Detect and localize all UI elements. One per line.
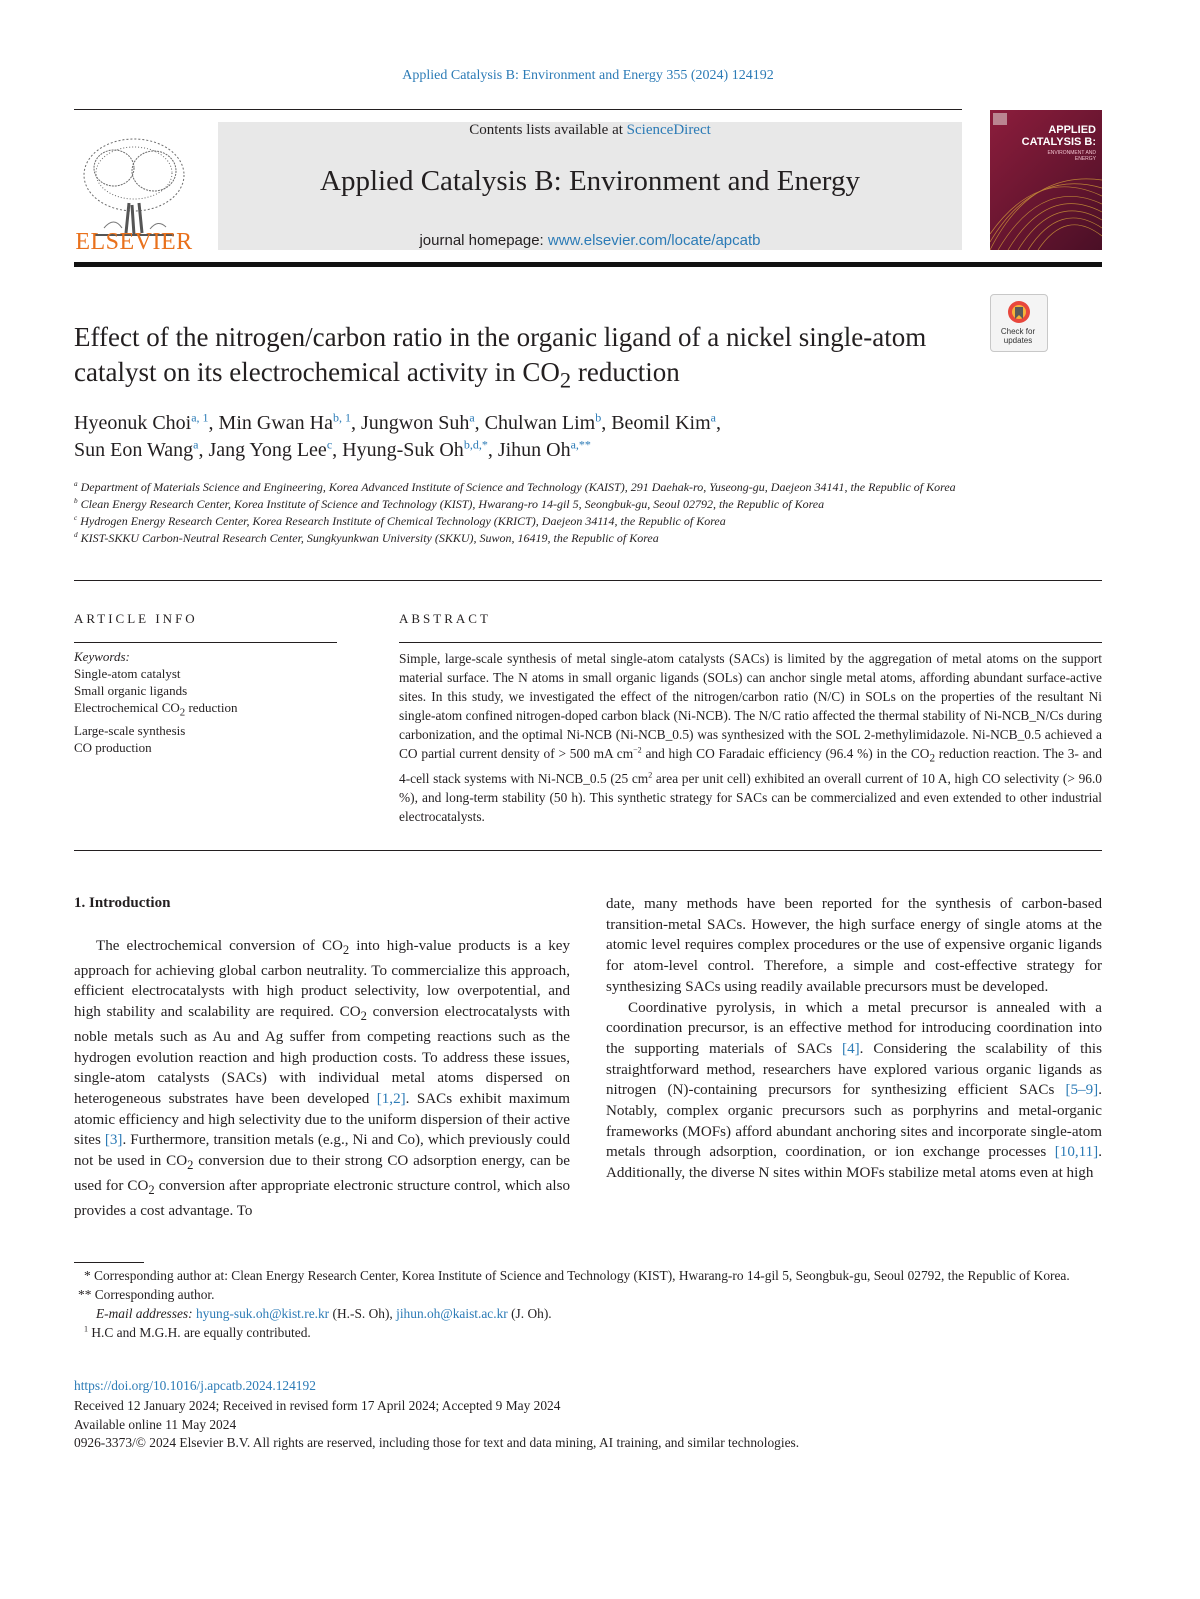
journal-citation-link[interactable]: Applied Catalysis B: Environment and Energy 355 (2024) 124192 <box>402 68 774 83</box>
homepage-prefix: journal homepage: <box>419 232 548 249</box>
body-paragraph <box>74 936 570 1221</box>
footnote-corresponding-2: ** Corresponding author. <box>78 1287 215 1302</box>
email-link[interactable]: jihun.oh@kaist.ac.kr <box>396 1306 508 1321</box>
author-affiliation-marker[interactable]: a, 1 <box>191 410 209 425</box>
article-title <box>74 320 974 397</box>
author-affiliation-marker[interactable]: b, 1 <box>332 410 351 425</box>
article-title-main: Effect of the nitrogen/carbon ratio in the organic ligand of a nickel single-atom catalyst on its electrochemical activity in CO <box>74 322 927 387</box>
text-run: . SACs exhibit maximum atomic efficiency and high selectivity due to the uniform dispersion of their active sites <box>74 1090 571 1149</box>
footnote-marker: 1 <box>84 1324 89 1334</box>
abstract-heading: ABSTRACT <box>399 611 491 626</box>
contents-line <box>218 122 962 139</box>
subscript: 2 <box>179 706 186 719</box>
doi-link[interactable]: https://doi.org/10.1016/j.apcatb.2024.124192 <box>74 1378 316 1393</box>
affiliation-letter: c <box>74 514 78 522</box>
affiliation-letter: b <box>74 497 78 505</box>
affiliation-text: Clean Energy Research Center, Korea Institute of Science and Technology (KIST), Hwarang-ro 14-gil 5, Seongbuk-gu, Seoul 02792, the Republic of Korea <box>80 497 825 511</box>
affiliation-text: Department of Materials Science and Engineering, Korea Advanced Institute of Science and Technology (KAIST), 291 Daehak-ro, Yuseong-gu, Daejeon 34141, the Republic of Korea <box>80 480 956 494</box>
body-paragraph: date, many methods have been reported for the synthesis of carbon-based transition-metal SACs. However, the high surface energy of single atoms at the atomic level requires complex procedures or the use of expensive organic ligands for atom-level control. Therefore, a simple and cost-effective strategy for synthesizing SACs using readily available precursors must be developed. <box>606 896 1102 995</box>
author-affiliation-marker[interactable]: b <box>595 410 602 425</box>
text-run: . Additionally, the diverse N sites within MOFs stabilize metal atoms even at high <box>606 1144 1102 1182</box>
email-owner: (J. Oh). <box>507 1306 552 1321</box>
text-run: conversion due to their strong CO adsorption energy, can be used for CO <box>74 1153 570 1194</box>
author-affiliation-marker[interactable]: a <box>469 410 475 425</box>
journal-cover-image <box>990 110 1102 250</box>
author-name[interactable]: Hyeonuk Choi <box>74 412 192 434</box>
text-run: conversion electrocatalysts with noble metals such as Au and Ag suffer from competing reactions such as the hydrogen evolution reaction and high production costs. To address these issues, single-atom catalysts (SACs) with individual metal atoms dispersed on heterogeneous substrates have been developed <box>74 1004 570 1107</box>
keyword-item: Single-atom catalyst <box>74 666 181 681</box>
affiliation-text: KIST-SKKU Carbon-Neutral Research Center, Sungkyunkwan University (SKKU), Suwon, 16419, the Republic of Korea <box>80 531 659 545</box>
email-label: E-mail addresses: <box>96 1306 193 1321</box>
subscript: 2 <box>148 1182 155 1197</box>
sciencedirect-link[interactable]: ScienceDirect <box>626 122 711 138</box>
affiliation-text: Hydrogen Energy Research Center, Korea Research Institute of Chemical Technology (KRICT), Daejeon 34114, the Republic of Korea <box>80 514 726 528</box>
footnote-emails <box>74 1304 1102 1323</box>
article-info-rule <box>74 642 337 643</box>
author-name[interactable]: Sun Eon Wang <box>74 439 194 461</box>
contents-prefix: Contents lists available at <box>469 122 627 138</box>
email-owner: (H.-S. Oh), <box>329 1306 397 1321</box>
affiliation-item <box>74 496 1102 513</box>
header-thick-rule <box>74 262 1102 267</box>
author-name[interactable]: Jihun Oh <box>497 439 571 461</box>
affiliation-item <box>74 513 1102 530</box>
reference-link[interactable]: [1,2] <box>376 1090 406 1107</box>
body-paragraph <box>606 998 1102 1184</box>
body-column-left <box>74 936 570 1221</box>
author-name[interactable]: Min Gwan Ha <box>218 412 333 434</box>
text-run: . Considering the scalability of this straightforward method, researchers have explored various organic ligands as nitrogen (N)-containing precursors for synthesizing efficient SACs <box>606 1040 1102 1099</box>
affiliation-letter: d <box>74 531 78 539</box>
text-run: . Notably, complex organic precursors such as porphyrins and metal-organic frameworks (MOFs) afford abundant anchoring sites and incorporate single-atom metals through adsorption, coordination, or ion exchange processes <box>606 1082 1102 1161</box>
abstract-part: reduction reaction. The 3- and 4-cell stack systems with Ni-NCB_0.5 (25 cm <box>399 746 1102 787</box>
email-link[interactable]: hyung-suk.oh@kist.re.kr <box>195 1306 330 1321</box>
footnote-text: H.C and M.G.H. are equally contributed. <box>88 1325 311 1340</box>
cover-subtitle: ENVIRONMENT AND ENERGY <box>1047 150 1096 162</box>
reference-link[interactable]: [4] <box>842 1040 860 1057</box>
keyword-item: Large-scale synthesis <box>74 722 186 738</box>
abstract-superscript: −2 <box>633 746 642 755</box>
author-affiliation-marker[interactable]: a <box>193 437 199 452</box>
homepage-line <box>218 232 962 249</box>
affiliation-item <box>74 530 1102 547</box>
author-affiliation-marker[interactable]: c <box>326 437 333 452</box>
check-for-updates-label: Check for updates <box>1000 327 1036 345</box>
reference-link[interactable]: [10,11] <box>1054 1144 1099 1161</box>
reference-link[interactable]: [3] <box>104 1132 123 1149</box>
section-heading: 1. Introduction <box>74 895 171 911</box>
abstract-part: area per unit cell) exhibited an overall current of 10 A, high CO selectivity (> 96.0 %), and long-term stability (50 h). This synthetic strategy for SACs can be commercialized and even extended to other industrial electrocatalysts. <box>399 771 1102 825</box>
reference-link[interactable]: [5–9] <box>1065 1082 1099 1099</box>
text-run: . Furthermore, transition metals (e.g., Ni and Co), which previously could not be used in CO <box>74 1132 570 1170</box>
subscript: 2 <box>342 943 350 958</box>
affiliation-letter: a <box>74 480 78 488</box>
article-info-heading: ARTICLE INFO <box>74 611 198 626</box>
bookmark-icon <box>991 295 1047 327</box>
section-rule <box>74 580 1102 581</box>
subscript: 2 <box>187 1158 194 1173</box>
author-list: Hyeonuk Choi$^{a, 1}$, Min Gwan Ha$^{b, 1}$, Jungwon Suh$^a$, Chulwan Lim$^b$, Beomil Kim$^a$, Sun Eon Wang$^a$, Jang Yong Lee$^c$, Hyung-Suk Oh$^{b,d,*}$, Jihun Oh$^{a,**}$ <box>74 410 721 461</box>
text-run: conversion after appropriate electronic structure control, which also provides a cost advantage. To <box>74 1177 570 1219</box>
author-affiliation-marker[interactable]: a <box>710 410 716 425</box>
abstract-subscript: 2 <box>929 753 936 766</box>
footnote-rule <box>74 1262 144 1263</box>
author-name[interactable]: Chulwan Lim <box>484 412 596 434</box>
available-online-date: Available online 11 May 2024 <box>74 1416 237 1432</box>
abstract-text <box>399 649 1102 827</box>
author-name[interactable]: Jang Yong Lee <box>208 439 327 461</box>
keyword-list <box>74 648 337 756</box>
author-name[interactable]: Beomil Kim <box>611 412 711 434</box>
footnote-corresponding: * Corresponding author at: Clean Energy Research Center, Korea Institute of Science and Technology (KIST), Hwarang-ro 14-gil 5, Seongbuk-gu, Seoul 02792, the Republic of Korea. <box>84 1268 1070 1283</box>
cover-title-line-1: APPLIED <box>1048 124 1096 136</box>
keyword-item: CO production <box>74 739 152 755</box>
affiliation-item <box>74 479 1102 496</box>
publisher-name: ELSEVIER <box>75 229 193 255</box>
body-column-right <box>606 894 1102 1184</box>
abstract-bottom-rule <box>74 850 1102 851</box>
subscript: 2 <box>360 1009 367 1024</box>
article-title-end: reduction <box>571 357 680 387</box>
journal-homepage-link[interactable]: www.elsevier.com/locate/apcatb <box>547 232 761 249</box>
received-dates: Received 12 January 2024; Received in revised form 17 April 2024; Accepted 9 May 2024 <box>74 1398 561 1413</box>
author-affiliation-marker[interactable]: a,** <box>570 437 591 452</box>
author-name[interactable]: Jungwon Suh <box>360 412 470 434</box>
article-title-subscript: 2 <box>559 367 572 393</box>
text-run: into high-value products is a key approach for achieving global carbon neutrality. To commercialize this approach, efficient electrocatalysts with high product selectivity, low overpotential, and high stability and scalability are required. CO <box>74 938 571 1021</box>
text-run: Coordinative pyrolysis, in which a metal precursor is annealed with a coordination precursor, is an effective method for introducing coordination into the supporting materials of SACs <box>606 999 1102 1057</box>
abstract-rule <box>399 642 1102 643</box>
keyword-item: Small organic ligands <box>74 683 188 698</box>
author-name[interactable]: Hyung-Suk Oh <box>342 439 464 461</box>
header-rule <box>74 109 962 110</box>
text-run: The electrochemical conversion of CO <box>96 938 343 954</box>
abstract-part: and high CO Faradaic efficiency (96.4 %) in the CO <box>641 746 930 762</box>
copyright-notice: 0926-3373/© 2024 Elsevier B.V. All rights are reserved, including those for text and data mining, AI training, and similar technologies. <box>74 1435 800 1450</box>
journal-title: Applied Catalysis B: Environment and Energy <box>320 165 860 197</box>
cover-title <box>996 124 1096 148</box>
author-affiliation-marker[interactable]: b,d,* <box>463 437 488 452</box>
footnote-equal-contribution <box>74 1323 1102 1342</box>
affiliation-list <box>74 479 1102 547</box>
cover-title-line-2: CATALYSIS B: <box>1021 136 1096 148</box>
article-history <box>74 1397 1102 1453</box>
keywords-label: Keywords: <box>74 649 130 664</box>
keyword-item: Electrochemical $CO_2$ reduction <box>74 700 238 719</box>
abstract-superscript: 2 <box>648 770 653 780</box>
footnotes <box>74 1266 1102 1342</box>
abstract-part: Simple, large-scale synthesis of metal single-atom catalysts (SACs) is limited by the aggregation of metal atoms on the support material surface. The N atoms in small organic ligands (SOLs) can anchor single metal atoms, affording abundant surface-active sites. In this study, we investigated the effect of the nitrogen/carbon ratio (N/C) in SOLs on the properties of the resultant Ni single-atom confined nitrogen-doped carbon black (Ni-NCB). The N/C ratio affected the thermal stability of Ni-NCB_N/Cs during carbonization, and the optimal Ni-NCB (Ni-NCB_0.5) was synthesized with the SOL 2-methylimidazole. Ni-NCB_0.5 achieved a CO partial current density of > 500 mA cm <box>399 651 1102 762</box>
